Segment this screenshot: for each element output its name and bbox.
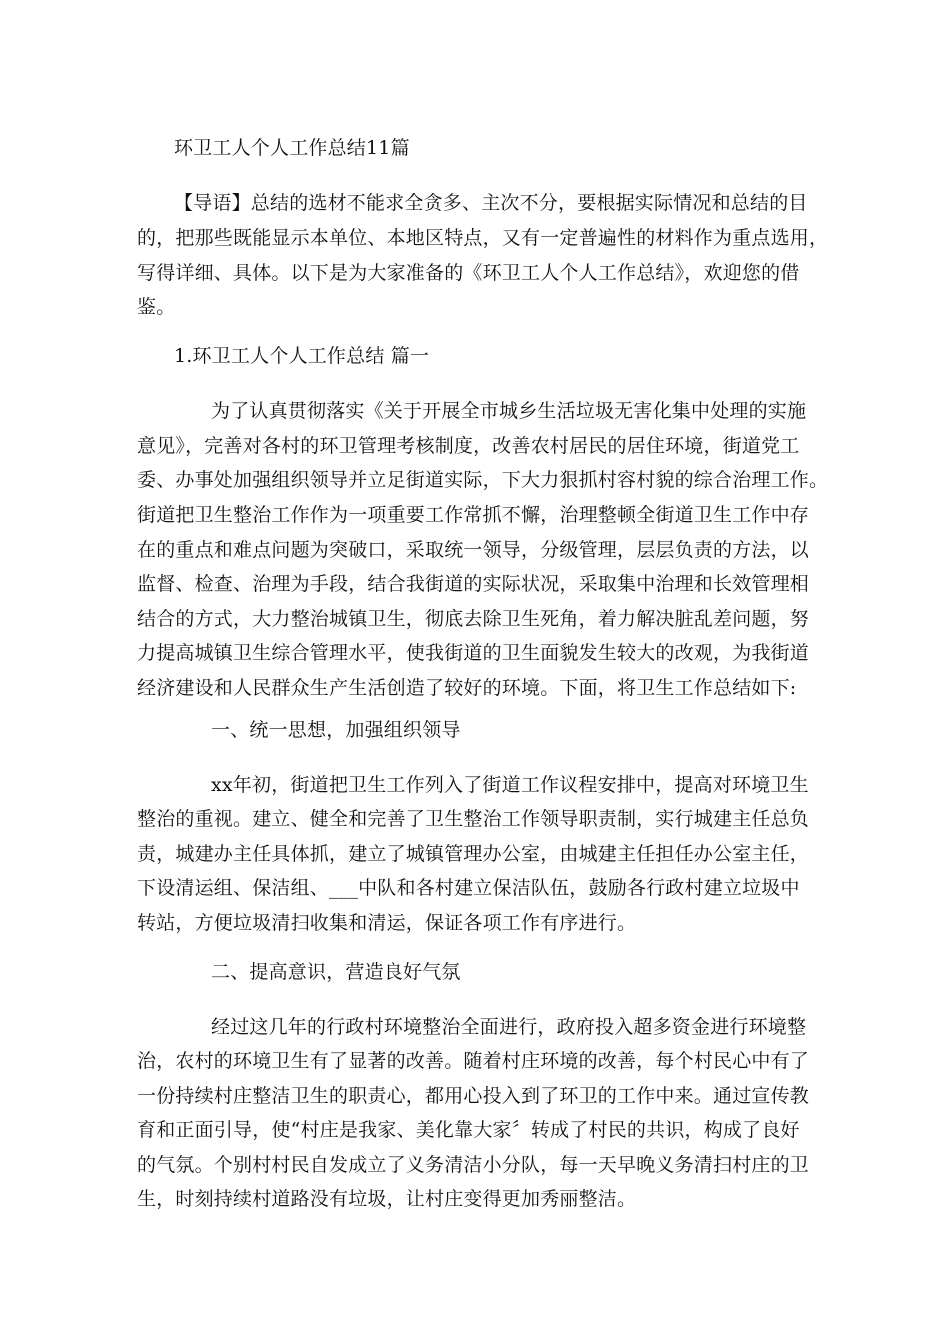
paragraph-line: 监督、检查、治理为手段，结合我街道的实际状况，采取集中治理和长效管理相 (137, 573, 810, 595)
section-title: 1.环卫工人个人工作总结 篇一 (174, 345, 430, 367)
intro-line: 鉴。 (137, 296, 176, 318)
subheading-2: 二、提高意识，营造良好气氛 (211, 961, 461, 983)
intro-line: 【导语】总结的选材不能求全贪多、主次不分，要根据实际情况和总结的目 (174, 192, 808, 214)
paragraph-line: 经过这几年的行政村环境整治全面进行，政府投入超多资金进行环境整 (211, 1016, 807, 1038)
paragraph-line: 育和正面引导，使“村庄是我家、美化靠大家〞转成了村民的共识，构成了良好 (137, 1119, 800, 1141)
paragraph-line: 一份持续村庄整洁卫生的职责心，都用心投入到了环卫的工作中来。通过宣传教 (137, 1085, 810, 1107)
paragraph-line: 为了认真贯彻落实《关于开展全市城乡生活垃圾无害化集中处理的实施 (211, 400, 807, 422)
paragraph-line: 下设清运组、保洁组、___中队和各村建立保洁队伍，鼓励各行政村建立垃圾中 (137, 877, 800, 899)
paragraph-line: 委、办事处加强组织领导并立足街道实际，下大力狠抓村容村貌的综合治理工作。 (137, 469, 829, 491)
paragraph-line: 转站，方便垃圾清扫收集和清运，保证各项工作有序进行。 (137, 912, 637, 934)
paragraph-line: 生，时刻持续村道路没有垃圾，让村庄变得更加秀丽整洁。 (137, 1188, 637, 1210)
paragraph-line: 意见》，完善对各村的环卫管理考核制度，改善农村居民的居住环境，街道党工 (137, 435, 800, 457)
paragraph-line: 结合的方式，大力整治城镇卫生，彻底去除卫生死角，着力解决脏乱差问题，努 (137, 608, 810, 630)
subheading-1: 一、统一思想，加强组织领导 (211, 719, 461, 741)
paragraph-line: 经济建设和人民群众生产生活创造了较好的环境。下面，将卫生工作总结如下: (137, 677, 797, 699)
paragraph-line: 力提高城镇卫生综合管理水平，使我街道的卫生面貌发生较大的改观，为我街道 (137, 642, 810, 664)
paragraph-line: 街道把卫生整治工作作为一项重要工作常抓不懈，治理整顿全街道卫生工作中存 (137, 504, 810, 526)
intro-line: 写得详细、具体。以下是为大家准备的《环卫工人个人工作总结》，欢迎您的借 (137, 262, 800, 284)
document-title: 环卫工人个人工作总结11篇 (174, 137, 410, 159)
intro-line: 的，把那些既能显示本单位、本地区特点，又有一定普遍性的材料作为重点选用， (137, 227, 829, 249)
paragraph-line: 治，农村的环境卫生有了显著的改善。随着村庄环境的改善，每个村民心中有了 (137, 1050, 810, 1072)
paragraph-line: xx年初，街道把卫生工作列入了街道工作议程安排中，提高对环境卫生 (211, 774, 809, 796)
paragraph-line: 在的重点和难点问题为突破口，采取统一领导，分级管理，层层负责的方法，以 (137, 539, 810, 561)
paragraph-line: 责，城建办主任具体抓，建立了城镇管理办公室，由城建主任担任办公室主任， (137, 843, 810, 865)
paragraph-line: 的气氛。个别村村民自发成立了义务清洁小分队，每一天早晚义务清扫村庄的卫 (137, 1154, 810, 1176)
paragraph-line: 整治的重视。建立、健全和完善了卫生整治工作领导职责制，实行城建主任总负 (137, 808, 810, 830)
